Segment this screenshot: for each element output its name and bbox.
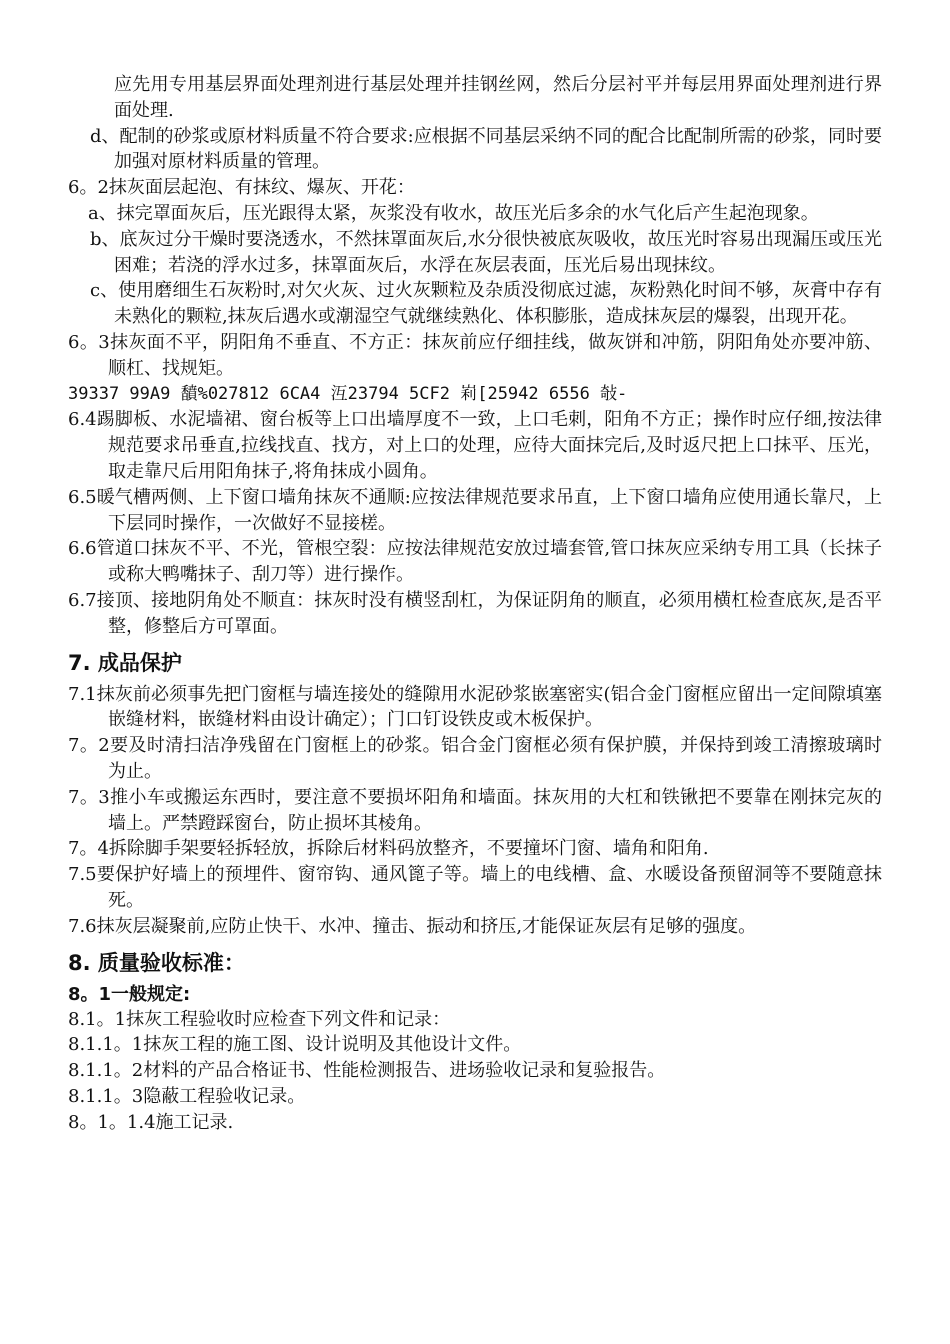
item-8-1-1: 8.1。1抹灰工程验收时应检查下列文件和记录：	[68, 1008, 451, 1030]
item-6-7: 6.7接顶、接地阴角处不顺直：抹灰时没有横竖刮杠，为保证阴角的顺直，必须用横杠检查底灰,是否平整，修整后方可罩面。	[68, 589, 882, 637]
paragraph-continuation: 应先用专用基层界面处理剂进行基层处理并挂钢丝网，然后分层衬平并每层用界面处理剂进行界面处理.	[114, 74, 882, 121]
item-8-1-1-1: 8.1.1。1抹灰工程的施工图、设计说明及其他设计文件。	[68, 1034, 522, 1056]
item-7-5: 7.5要保护好墙上的预埋件、窗帘钩、通风篦子等。墙上的电线槽、盒、水暖设备预留洞等不要随意抹死。	[68, 864, 882, 911]
section-7-title: 7. 成品保护	[68, 650, 182, 675]
section-8-1-title: 8。1一般规定:	[68, 983, 191, 1005]
item-d: d、配制的砂浆或原材料质量不符合要求:应根据不同基层采纳不同的配合比配制所需的砂浆，同时要加强对原材料质量的管理。	[90, 125, 882, 173]
heading-6-2: 6。2抹灰面层起泡、有抹纹、爆灰、开花：	[68, 177, 415, 199]
item-c: c、使用磨细生石灰粉时,对欠火灰、过火灰颗粒及杂质没彻底过滤，灰粉熟化时间不够，灰膏中存有未熟化的颗粒,抹灰后遇水或潮湿空气就继续熟化、体积膨胀，造成抹灰层的爆裂，出现开花。	[90, 280, 882, 328]
item-7-1: 7.1抹灰前必须事先把门窗框与墙连接处的缝隙用水泥砂浆嵌塞密实(铝合金门窗框应留出一定间隙填塞嵌缝材料，嵌缝材料由设计确定）；门口钉设铁皮或木板保护。	[68, 683, 882, 731]
item-7-4: 7。4拆除脚手架要轻拆轻放，拆除后材料码放整齐，不要撞坏门窗、墙角和阳角.	[68, 838, 709, 860]
item-8-1-1-2: 8.1.1。2材料的产品合格证书、性能检测报告、进场验收记录和复验报告。	[68, 1060, 666, 1082]
section-8-title: 8. 质量验收标准：	[68, 950, 245, 975]
item-7-2: 7。2要及时清扫洁净残留在门窗框上的砂浆。铝合金门窗框必须有保护膜，并保持到竣工清擦玻璃时为止。	[68, 735, 882, 782]
item-6-4: 6.4踢脚板、水泥墙裙、窗台板等上口出墙厚度不一致，上口毛刺，阳角不方正；操作时应仔细,按法律规范要求吊垂直,拉线找直、找方，对上口的处理，应待大面抹完后,及时返尺把上口抹平、压光，取走靠尺后用阳角抹子,将角抹成小圆角。	[68, 409, 882, 482]
item-b: b、底灰过分干燥时要浇透水，不然抹罩面灰后,水分很快被底灰吸收，故压光时容易出现漏压或压光困难；若浇的浮水过多，抹罩面灰后，水浮在灰层表面，压光后易出现抹纹。	[90, 228, 882, 276]
item-7-6: 7.6抹灰层凝聚前,应防止快干、水冲、撞击、振动和挤压,才能保证灰层有足够的强度。	[68, 915, 757, 937]
item-7-3: 7。3推小车或搬运东西时，要注意不要损坏阳角和墙面。抹灰用的大杠和铁锹把不要靠在刚抹完灰的墙上。严禁蹬踩窗台，防止损坏其棱角。	[68, 786, 882, 834]
item-8-1-1-4: 8。1。1.4施工记录.	[68, 1111, 234, 1133]
item-a: a、抹完罩面灰后，压光跟得太紧，灰浆没有收水，故压光后多余的水气化后产生起泡现象。	[88, 202, 819, 224]
item-6-5: 6.5暖气槽两侧、上下窗口墙角抹灰不通顺:应按法律规范要求吊直，上下窗口墙角应使用通长靠尺，上下层同时操作，一次做好不显接槎。	[68, 486, 882, 534]
item-8-1-1-3: 8.1.1。3隐蔽工程验收记录。	[68, 1085, 306, 1107]
item-6-3: 6。3抹灰面不平，阴阳角不垂直、不方正：抹灰前应仔细挂线，做灰饼和冲筋，阴阳角处亦要冲筋、顺杠、找规矩。	[68, 331, 882, 379]
garbled-line: 39337 99A9 馩%027812 6CA4 沍23794 5CF2 峲[25942 6556 敧-	[68, 383, 628, 404]
item-6-6: 6.6管道口抹灰不平、不光，管根空裂：应按法律规范安放过墙套管,管口抹灰应采纳专用工具（长抹子或称大鸭嘴抹子、刮刀等）进行操作。	[68, 538, 882, 586]
